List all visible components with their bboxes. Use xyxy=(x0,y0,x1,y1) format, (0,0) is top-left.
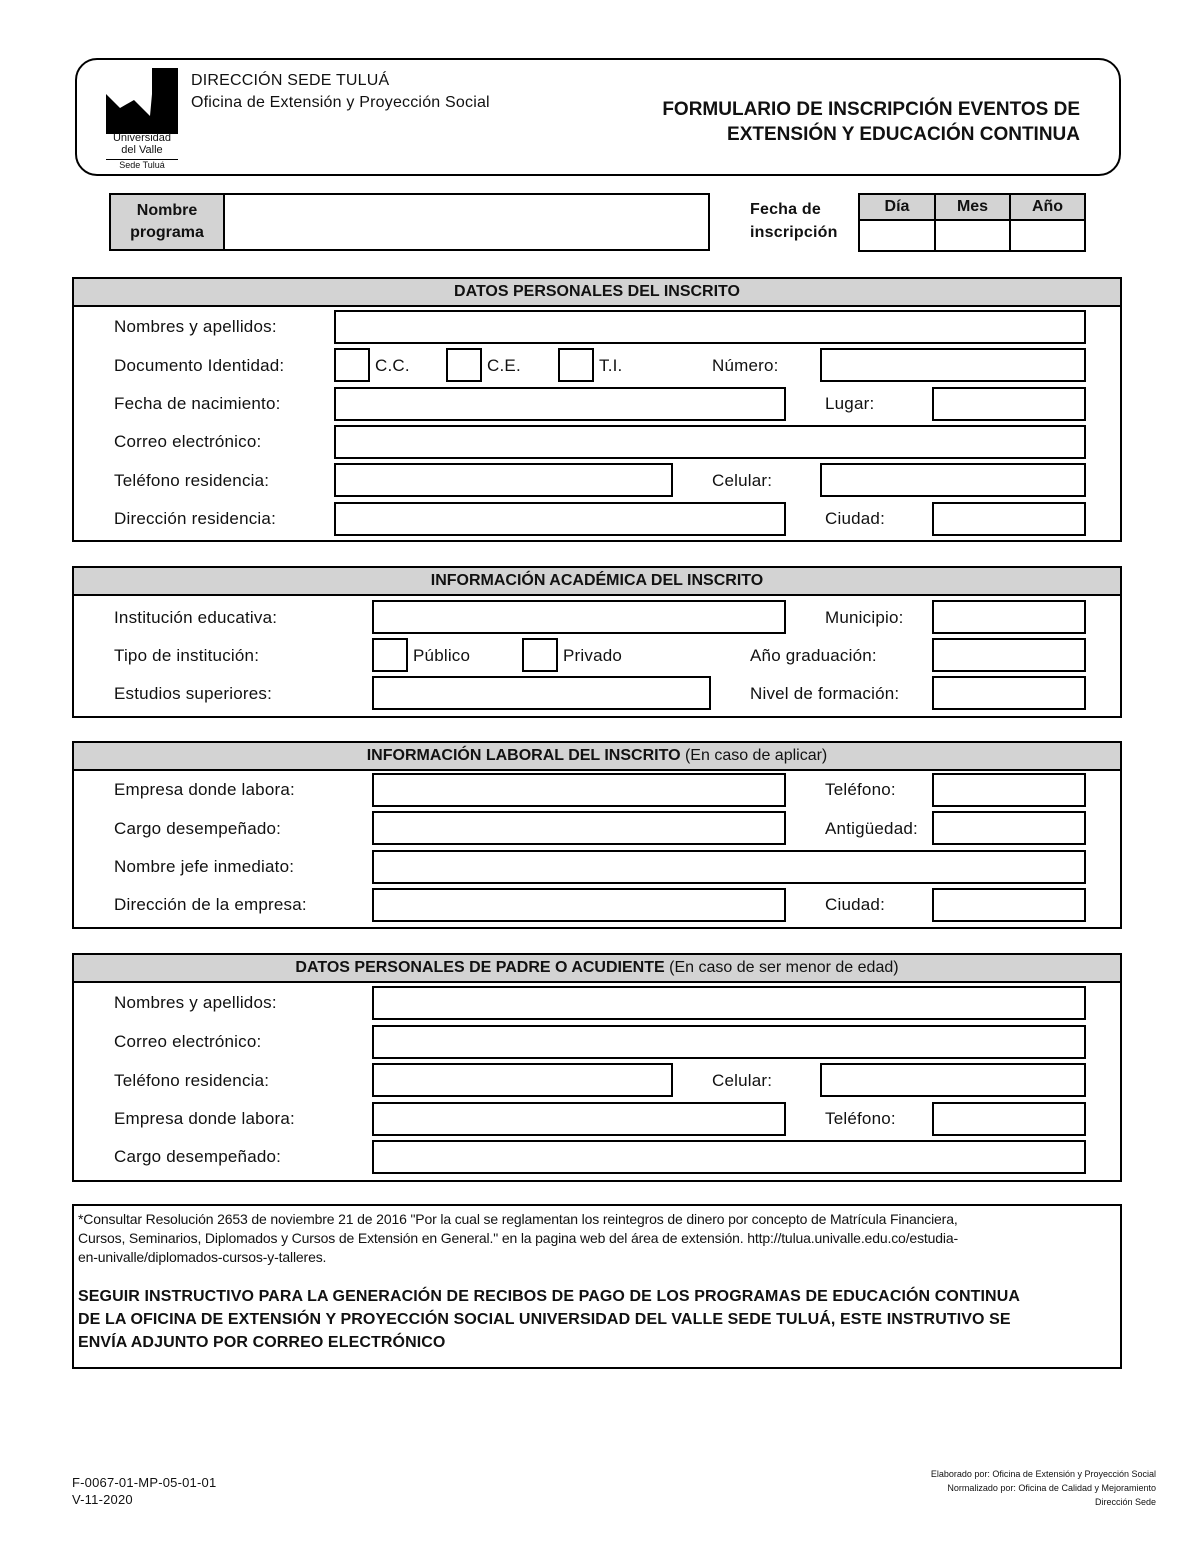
guardian-mobile-label: Celular: xyxy=(712,1071,773,1090)
academic-level-label: Nivel de formación: xyxy=(750,684,900,703)
academic-public-checkbox[interactable] xyxy=(372,638,408,672)
program-label-line1: Nombre xyxy=(136,202,198,219)
personal-place-label: Lugar: xyxy=(825,394,875,413)
academic-grad-year-label: Año graduación: xyxy=(750,646,877,665)
notes-instr-line1: SEGUIR INSTRUCTIVO PARA LA GENERACIÓN DE RECIBOS DE PAGO DE LOS PROGRAMAS DE EDUCACIÓN CONTINUA xyxy=(78,1288,1020,1305)
work-city-field[interactable] xyxy=(932,888,1086,922)
academic-level-field[interactable] xyxy=(932,676,1086,710)
guardian-email-label: Correo electrónico: xyxy=(114,1032,262,1051)
program-label-line2: programa xyxy=(130,224,204,241)
page-title-line2: EXTENSIÓN Y EDUCACIÓN CONTINUA xyxy=(727,124,1080,145)
personal-id-label: Documento Identidad: xyxy=(114,356,285,375)
academic-institution-field[interactable] xyxy=(372,600,786,634)
footer-direction: Dirección Sede xyxy=(1094,1497,1156,1507)
personal-ce-label: C.E. xyxy=(487,356,521,375)
header-office: Oficina de Extensión y Proyección Social xyxy=(191,94,490,111)
work-boss-field[interactable] xyxy=(372,850,1086,884)
personal-birth-field[interactable] xyxy=(334,387,786,421)
academic-public-label: Público xyxy=(413,646,471,665)
academic-higher-field[interactable] xyxy=(372,676,711,710)
guardian-names-field[interactable] xyxy=(372,986,1086,1020)
academic-private-label: Privado xyxy=(563,646,623,665)
personal-cc-label: C.C. xyxy=(375,356,410,375)
notes-instructions xyxy=(78,1285,1116,1354)
academic-institution-label: Institución educativa: xyxy=(114,608,278,627)
notes-instr-line2: DE LA OFICINA DE EXTENSIÓN Y PROYECCIÓN SOCIAL UNIVERSIDAD DEL VALLE SEDE TULUÁ, ESTE INSTRUTIVO SE xyxy=(78,1311,1011,1328)
work-seniority-field[interactable] xyxy=(932,811,1086,845)
guardian-heading-note: (En caso de ser menor de edad) xyxy=(669,959,899,976)
work-address-field[interactable] xyxy=(372,888,786,922)
work-boss-label: Nombre jefe inmediato: xyxy=(114,857,295,876)
footer-made-by: Elaborado por: Oficina de Extensión y Proyección Social xyxy=(930,1469,1156,1479)
personal-cc-checkbox[interactable] xyxy=(334,348,370,382)
page-title xyxy=(662,97,1080,147)
date-year-field[interactable] xyxy=(1009,219,1086,252)
date-label-line1: Fecha de xyxy=(750,201,821,218)
personal-mobile-field[interactable] xyxy=(820,463,1086,497)
guardian-email-field[interactable] xyxy=(372,1025,1086,1059)
date-day-field[interactable] xyxy=(858,219,936,252)
program-label-box xyxy=(109,193,225,251)
personal-ti-label: T.I. xyxy=(599,356,623,375)
header-direction: DIRECCIÓN SEDE TULUÁ xyxy=(191,72,390,89)
guardian-position-label: Cargo desempeñado: xyxy=(114,1147,282,1166)
personal-ce-checkbox[interactable] xyxy=(446,348,482,382)
date-label-line2: inscripción xyxy=(750,224,838,241)
personal-phone-field[interactable] xyxy=(334,463,673,497)
personal-address-label: Dirección residencia: xyxy=(114,509,276,528)
notes-line2: Cursos, Seminarios, Diplomados y Cursos de Extensión en General." en la pagina web del área de extensión. http://tulua.univalle.edu.co/estudia- xyxy=(78,1230,959,1246)
personal-address-field[interactable] xyxy=(334,502,786,536)
work-company-field[interactable] xyxy=(372,773,786,807)
footer-credits xyxy=(931,1467,1156,1509)
work-address-label: Dirección de la empresa: xyxy=(114,895,307,914)
personal-names-field[interactable] xyxy=(334,310,1086,344)
guardian-company-field[interactable] xyxy=(372,1102,786,1136)
work-phone-label: Teléfono: xyxy=(825,780,896,799)
footer-normalized-by: Normalizado por: Oficina de Calidad y Mejoramiento xyxy=(947,1483,1156,1493)
personal-names-label: Nombres y apellidos: xyxy=(114,317,277,336)
personal-number-label: Número: xyxy=(712,356,779,375)
logo-campus: Sede Tuluá xyxy=(119,160,165,170)
work-company-label: Empresa donde labora: xyxy=(114,780,295,799)
logo-name: Universidad del Valle xyxy=(112,132,172,156)
personal-birth-label: Fecha de nacimiento: xyxy=(114,394,281,413)
personal-number-field[interactable] xyxy=(820,348,1086,382)
work-section-heading xyxy=(74,743,1120,771)
work-heading-note: (En caso de aplicar) xyxy=(684,747,828,764)
work-phone-field[interactable] xyxy=(932,773,1086,807)
personal-city-field[interactable] xyxy=(932,502,1086,536)
logo-text-university xyxy=(106,132,178,156)
personal-section-heading xyxy=(74,279,1120,307)
guardian-position-field[interactable] xyxy=(372,1140,1086,1174)
page-title-line1: FORMULARIO DE INSCRIPCIÓN EVENTOS DE xyxy=(662,99,1080,120)
academic-higher-label: Estudios superiores: xyxy=(114,684,273,703)
university-logo xyxy=(106,68,178,172)
academic-type-label: Tipo de institución: xyxy=(114,646,260,665)
guardian-heading-text: DATOS PERSONALES DE PADRE O ACUDIENTE xyxy=(295,959,665,976)
academic-municipality-label: Municipio: xyxy=(825,608,904,627)
academic-heading-text: INFORMACIÓN ACADÉMICA DEL INSCRITO xyxy=(430,572,764,589)
work-position-label: Cargo desempeñado: xyxy=(114,819,282,838)
academic-section-heading xyxy=(74,568,1120,596)
guardian-company-phone-label: Teléfono: xyxy=(825,1109,896,1128)
notes-line3: en-univalle/diplomados-cursos-y-talleres. xyxy=(78,1249,327,1265)
academic-private-checkbox[interactable] xyxy=(522,638,558,672)
work-position-field[interactable] xyxy=(372,811,786,845)
guardian-phone-label: Teléfono residencia: xyxy=(114,1071,270,1090)
academic-municipality-field[interactable] xyxy=(932,600,1086,634)
notes-line1: *Consultar Resolución 2653 de noviembre 21 de 2016 "Por la cual se reglamentan los reintegros de dinero por concepto de Matrícula Financiera, xyxy=(78,1211,958,1227)
personal-phone-label: Teléfono residencia: xyxy=(114,471,270,490)
program-name-field[interactable] xyxy=(223,193,710,251)
notes-instr-line3: ENVÍA ADJUNTO POR CORREO ELECTRÓNICO xyxy=(78,1334,446,1351)
guardian-section-heading xyxy=(74,955,1120,983)
academic-grad-year-field[interactable] xyxy=(932,638,1086,672)
notes-box xyxy=(72,1204,1122,1369)
personal-email-field[interactable] xyxy=(334,425,1086,459)
work-seniority-label: Antigüedad: xyxy=(825,819,918,838)
personal-mobile-label: Celular: xyxy=(712,471,773,490)
guardian-company-phone-field[interactable] xyxy=(932,1102,1086,1136)
guardian-mobile-field[interactable] xyxy=(820,1063,1086,1097)
personal-city-label: Ciudad: xyxy=(825,509,885,528)
notes-text xyxy=(78,1210,1116,1267)
personal-place-field[interactable] xyxy=(932,387,1086,421)
guardian-phone-field[interactable] xyxy=(372,1063,673,1097)
logo-icon xyxy=(106,68,178,134)
personal-heading-text: DATOS PERSONALES DEL INSCRITO xyxy=(454,283,740,300)
work-city-label: Ciudad: xyxy=(825,895,885,914)
footer-version: V-11-2020 xyxy=(72,1492,133,1507)
date-header-month: Mes xyxy=(934,193,1011,221)
footer-code: F-0067-01-MP-05-01-01 xyxy=(72,1475,217,1490)
date-header-year: Año xyxy=(1009,193,1086,221)
guardian-company-label: Empresa donde labora: xyxy=(114,1109,295,1128)
work-heading-text: INFORMACIÓN LABORAL DEL INSCRITO xyxy=(366,747,681,764)
date-header-day: Día xyxy=(858,193,936,221)
personal-email-label: Correo electrónico: xyxy=(114,432,262,451)
guardian-names-label: Nombres y apellidos: xyxy=(114,993,277,1012)
date-month-field[interactable] xyxy=(934,219,1011,252)
personal-ti-checkbox[interactable] xyxy=(558,348,594,382)
